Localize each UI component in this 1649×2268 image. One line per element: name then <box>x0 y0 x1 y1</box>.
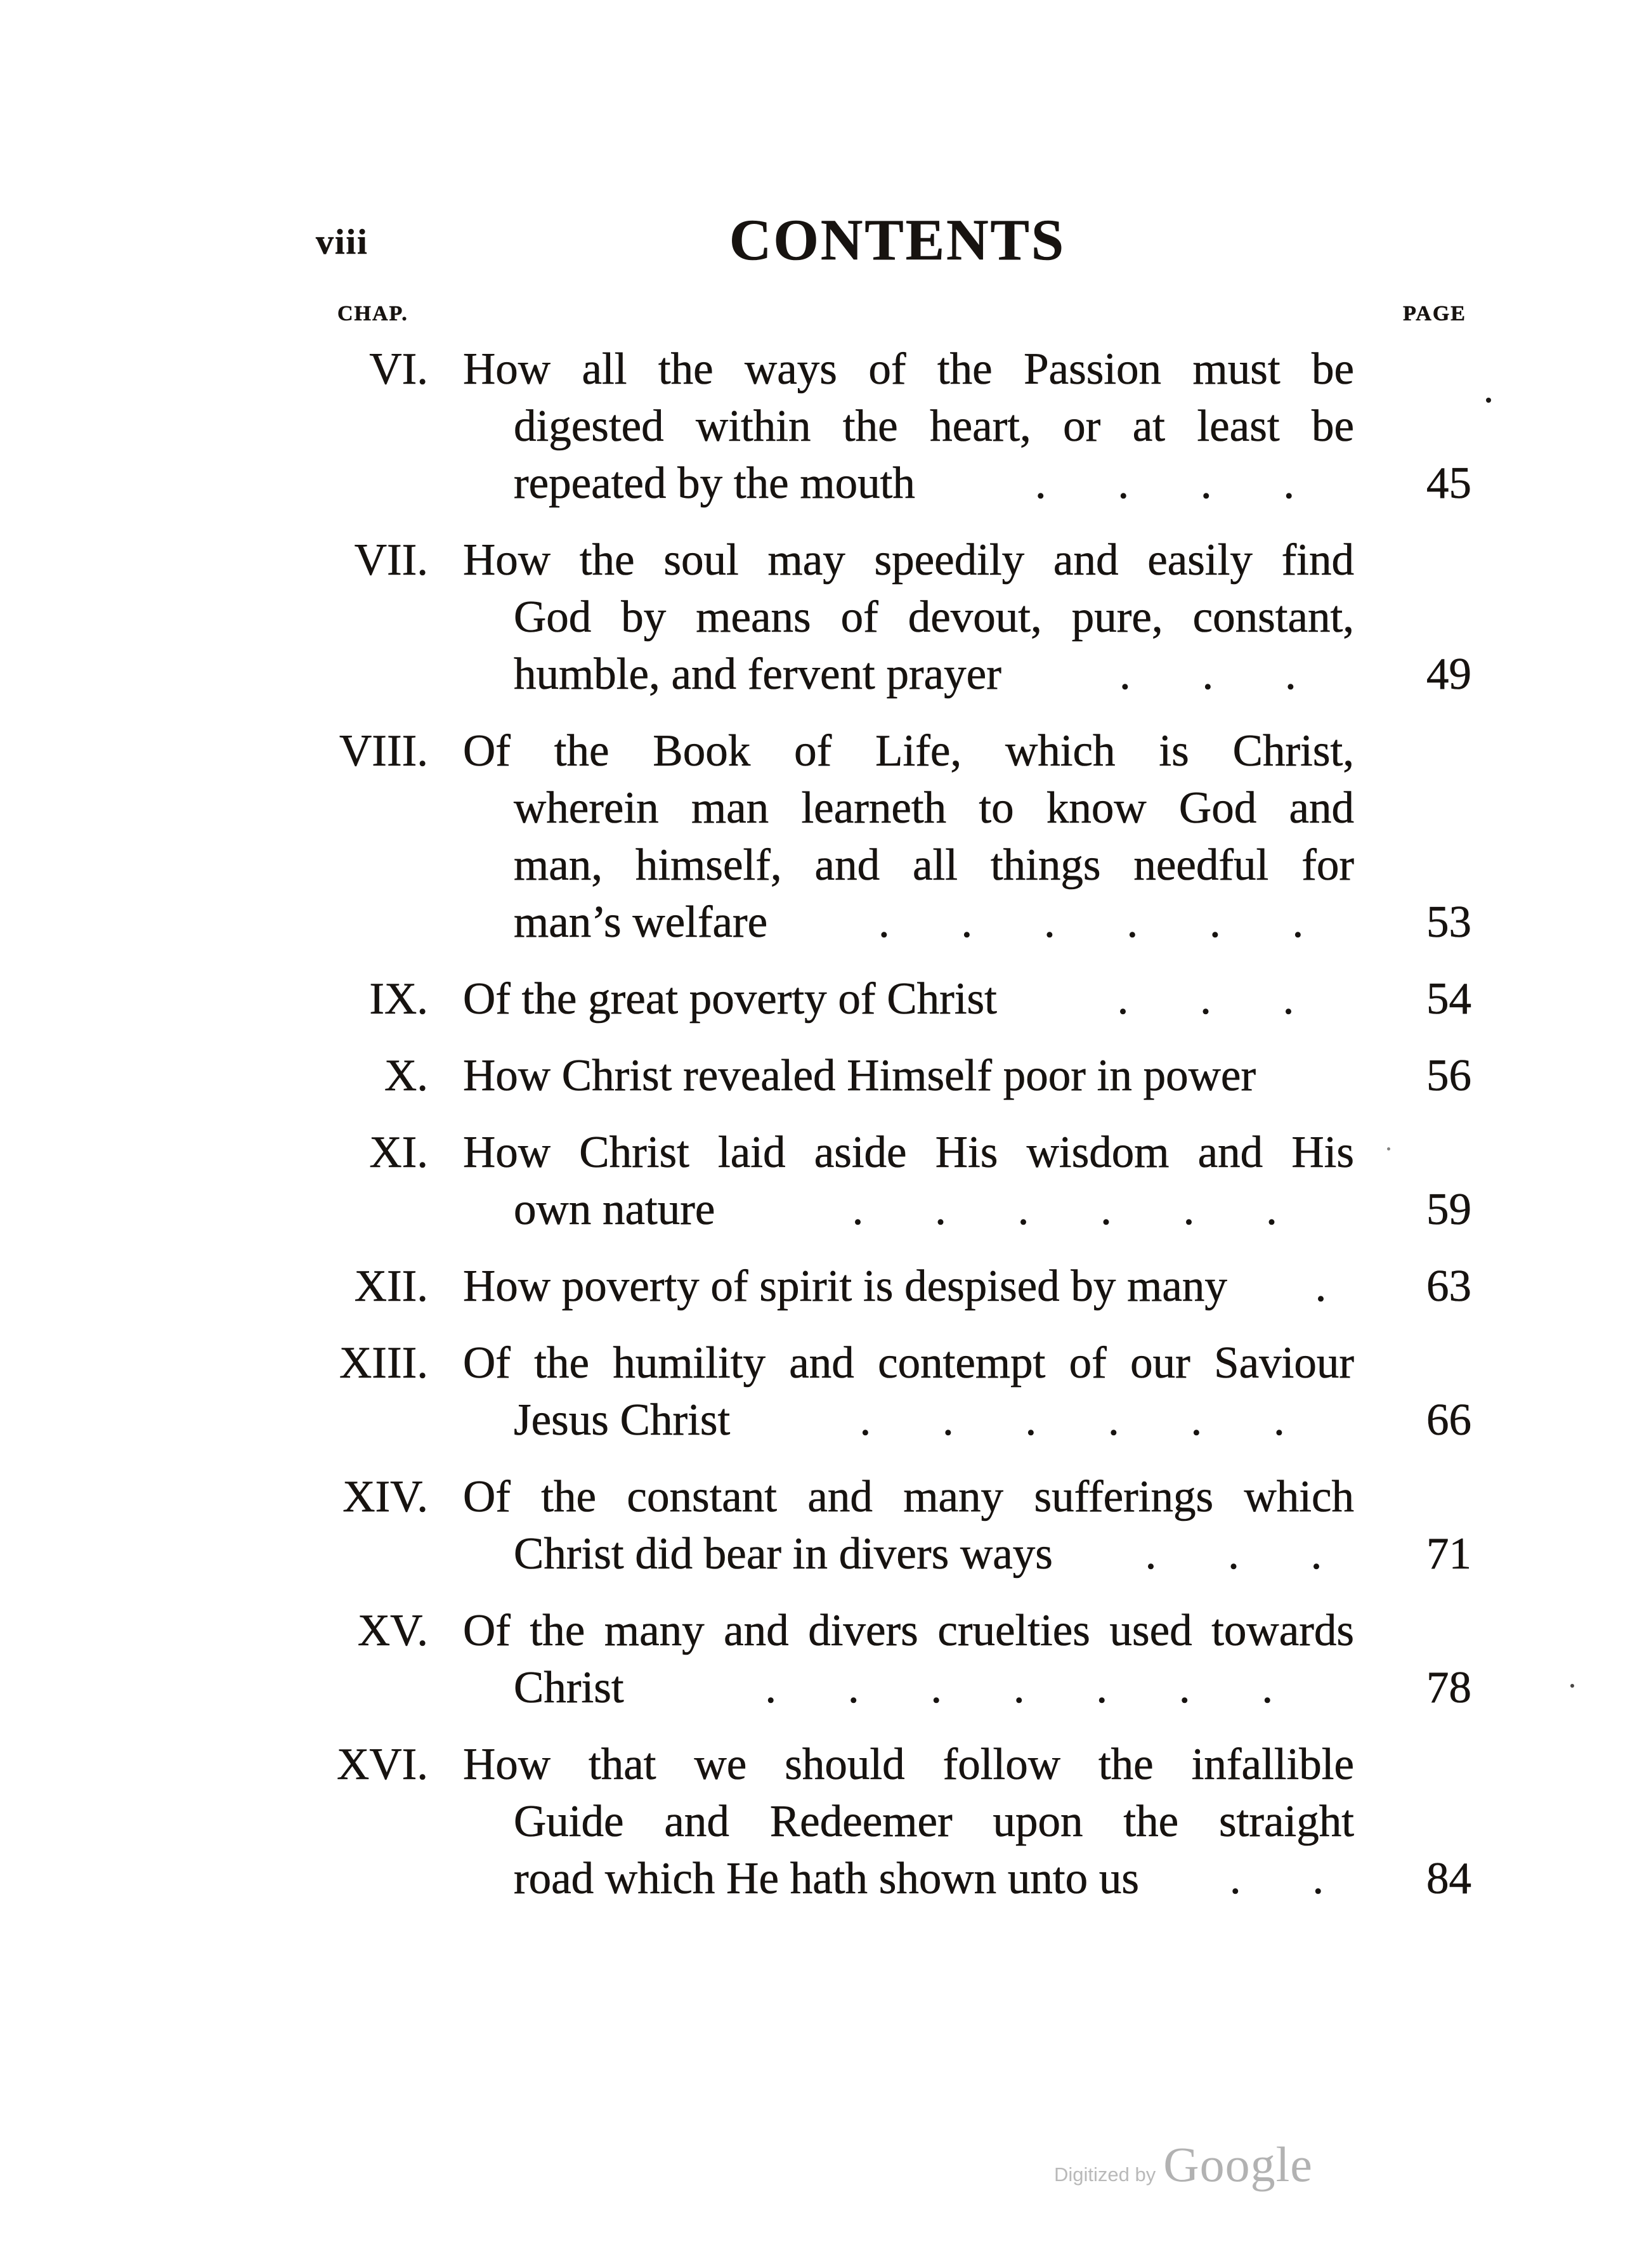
toc-entry-ix <box>323 970 1471 1027</box>
page-column-label: PAGE <box>1403 302 1466 325</box>
title-line: How the soul may speedily and easily find <box>463 535 1354 585</box>
dot-leader: . . . . . . . <box>765 1663 1274 1712</box>
title-line: Christ did bear in divers ways <box>514 1529 1053 1579</box>
toc-entries <box>323 341 1471 1907</box>
title-line: Of the great poverty of Christ <box>463 974 997 1024</box>
chapter-numeral: XII. <box>354 1261 428 1311</box>
page-number: 45 <box>1426 459 1471 508</box>
page-number: 56 <box>1426 1051 1471 1100</box>
page-number: 53 <box>1426 897 1471 947</box>
title-line: Of the constant and many sufferings which <box>463 1472 1354 1522</box>
chapter-numeral: XIII. <box>339 1338 428 1388</box>
title-line: digested within the heart, or at least be <box>514 401 1354 451</box>
chapter-numeral: XI. <box>369 1128 428 1177</box>
page-number: 63 <box>1426 1261 1471 1311</box>
chapter-column-label: CHAP. <box>337 302 408 325</box>
title-line: road which He hath shown unto us <box>514 1854 1139 1903</box>
chapter-title <box>463 1736 1471 1907</box>
title-last-line <box>463 455 1471 512</box>
title-line: Guide and Redeemer upon the straight <box>514 1797 1354 1846</box>
page-number: 71 <box>1426 1529 1471 1579</box>
title-line: How poverty of spirit is despised by many <box>463 1261 1227 1311</box>
chapter-numeral: IX. <box>369 974 428 1024</box>
page-title: CONTENTS <box>729 207 1066 272</box>
toc-entry-vi <box>323 341 1471 512</box>
toc-entry-xv <box>323 1602 1471 1716</box>
page-content <box>316 207 1471 1927</box>
title-last-line <box>463 646 1471 703</box>
dot-leader: . . . . . . <box>859 1395 1285 1445</box>
dot-leader: . . . . . . <box>852 1185 1277 1234</box>
page-number: 84 <box>1426 1854 1471 1903</box>
chapter-title <box>463 341 1471 512</box>
folio-page-number: viii <box>316 223 368 262</box>
page-number: 49 <box>1426 649 1471 699</box>
title-line: Jesus Christ <box>514 1395 731 1445</box>
chapter-title <box>463 722 1471 951</box>
title-line: man, himself, and all things needful for <box>514 840 1354 890</box>
chapter-numeral: VIII. <box>339 726 428 776</box>
title-line: Of the Book of Life, which is Christ, <box>463 726 1354 776</box>
chapter-title <box>463 531 1471 703</box>
title-line: own nature <box>514 1185 715 1234</box>
title-line: God by means of devout, pure, constant, <box>514 592 1354 642</box>
toc-entry-xii <box>323 1258 1471 1315</box>
chapter-numeral: VII. <box>354 535 428 585</box>
chapter-title <box>463 1258 1471 1315</box>
title-line: How Christ laid aside His wisdom and His <box>463 1128 1354 1177</box>
google-watermark <box>1054 2136 1313 2193</box>
page-number: 59 <box>1426 1185 1471 1234</box>
chapter-title <box>463 1334 1471 1449</box>
page-number: 78 <box>1426 1663 1471 1712</box>
chapter-title <box>463 1468 1471 1582</box>
title-last-line <box>463 894 1471 951</box>
ink-speck <box>1387 1147 1390 1150</box>
title-last-line <box>463 1850 1471 1907</box>
dot-leader: . . . . . . <box>878 897 1304 947</box>
toc-entry-xvi <box>323 1736 1471 1907</box>
dot-leader: . <box>1315 1261 1327 1311</box>
column-labels <box>323 301 1471 327</box>
chapter-numeral: X. <box>384 1051 428 1100</box>
title-line: How all the ways of the Passion must be <box>463 344 1354 394</box>
title-last-line <box>463 1181 1471 1238</box>
title-last-line <box>463 1391 1471 1449</box>
title-last-line <box>463 1258 1471 1315</box>
title-last-line <box>463 970 1471 1027</box>
title-line: Of the many and divers cruelties used towards <box>463 1606 1354 1655</box>
dot-leader: . . <box>1229 1854 1324 1903</box>
chapter-numeral: XVI. <box>337 1740 428 1789</box>
title-line: man’s welfare <box>514 897 768 947</box>
title-line: wherein man learneth to know God and <box>514 783 1354 833</box>
chapter-title <box>463 1124 1471 1238</box>
google-logo: Google <box>1163 2137 1313 2192</box>
ink-speck <box>1486 398 1491 403</box>
dot-leader: . . . <box>1119 649 1296 699</box>
dot-leader: . . . <box>1117 974 1294 1024</box>
ink-speck <box>1570 1684 1574 1688</box>
title-last-line <box>463 1659 1471 1716</box>
title-line: How that we should follow the infallible <box>463 1740 1354 1789</box>
toc-entry-xi <box>323 1124 1471 1238</box>
dot-leader: . . . <box>1145 1529 1322 1579</box>
toc-entry-xiii <box>323 1334 1471 1449</box>
dot-leader: . . . . <box>1034 459 1295 508</box>
toc-entry-xiv <box>323 1468 1471 1582</box>
page-number: 66 <box>1426 1395 1471 1445</box>
title-last-line <box>463 1525 1471 1582</box>
toc-entry-x <box>323 1047 1471 1104</box>
title-line: Of the humility and contempt of our Saviour <box>463 1338 1354 1388</box>
chapter-title <box>463 970 1471 1027</box>
digitized-by-label: Digitized by <box>1054 2163 1156 2186</box>
chapter-numeral: VI. <box>369 344 428 394</box>
chapter-title <box>463 1047 1471 1104</box>
title-last-line <box>463 1047 1471 1104</box>
chapter-numeral: XV. <box>357 1606 428 1655</box>
title-line: repeated by the mouth <box>514 459 915 508</box>
chapter-numeral: XIV. <box>342 1472 428 1522</box>
title-line: How Christ revealed Himself poor in power <box>463 1051 1256 1100</box>
chapter-title <box>463 1602 1471 1716</box>
title-line: humble, and fervent prayer <box>514 649 1001 699</box>
page-number: 54 <box>1426 974 1471 1024</box>
title-line: Christ <box>514 1663 624 1712</box>
toc-entry-viii <box>323 722 1471 951</box>
toc-entry-vii <box>323 531 1471 703</box>
